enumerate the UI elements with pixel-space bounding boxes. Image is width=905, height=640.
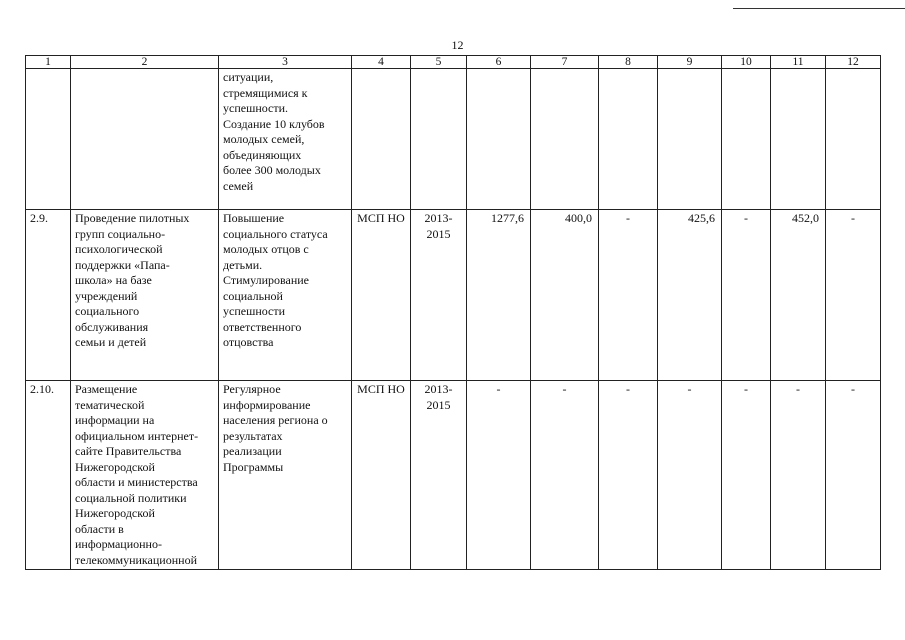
- result-text: [219, 381, 351, 476]
- text-line: области и министерства: [75, 475, 198, 489]
- value-cell: [722, 210, 771, 381]
- value-col-12: -: [851, 211, 855, 225]
- value-col-10: -: [744, 382, 748, 396]
- column-number-3: 3: [219, 56, 352, 69]
- activity-cell: [71, 381, 219, 570]
- value-cell: [467, 69, 531, 210]
- text-line: населения региона о: [223, 413, 328, 427]
- text-line: групп социально-: [75, 226, 166, 241]
- text-line: успешности: [223, 304, 286, 318]
- text-line: информирование: [223, 397, 311, 412]
- value-cell: [658, 381, 722, 570]
- value-col-9: -: [687, 382, 692, 396]
- period: 2013- 2015: [424, 382, 453, 412]
- text-line: тематической: [75, 397, 145, 412]
- text-line: отцовства: [223, 335, 274, 349]
- period: 2013- 2015: [424, 211, 453, 241]
- text-line: социального статуса: [223, 226, 328, 241]
- text-line: официальном интернет-: [75, 428, 199, 443]
- column-number-10: 10: [722, 56, 771, 69]
- column-number-4: 4: [352, 56, 411, 69]
- executor-cell: [352, 69, 411, 210]
- activity-text: [71, 381, 218, 569]
- value-col-8: -: [626, 211, 630, 225]
- value-cell: [826, 210, 881, 381]
- row-number-cell: [26, 69, 71, 210]
- executor: МСП НО: [357, 382, 405, 396]
- value-cell: [599, 69, 658, 210]
- table-row-2-9: [26, 210, 881, 381]
- text-line: ответственного: [223, 319, 302, 334]
- value-cell: [658, 69, 722, 210]
- column-number-12: 12: [826, 56, 881, 69]
- text-line: более 300 молодых: [223, 163, 321, 177]
- column-number-6: 6: [467, 56, 531, 69]
- value-col-10: -: [744, 211, 748, 225]
- value-col-6: 1277,6: [491, 211, 524, 225]
- value-cell: [531, 69, 599, 210]
- text-line: молодых семей,: [223, 132, 305, 146]
- text-line: семей: [223, 178, 254, 193]
- column-number-7: 7: [531, 56, 599, 69]
- text-line: социальной политики: [75, 490, 187, 505]
- value-col-7: 400,0: [565, 211, 592, 225]
- page-number: 12: [451, 38, 464, 52]
- result-text: [219, 69, 351, 195]
- text-line: социального: [75, 304, 140, 318]
- text-line: Проведение пилотных: [75, 211, 190, 225]
- value-cell: [658, 210, 722, 381]
- value-col-9: 425,6: [688, 211, 715, 225]
- text-line: сайте Правительства: [75, 444, 182, 458]
- table-row-continuation: [26, 69, 881, 210]
- value-cell: [722, 381, 771, 570]
- text-line: области в: [75, 521, 124, 536]
- executor: МСП НО: [357, 211, 405, 225]
- text-line: учреждений: [75, 288, 138, 303]
- value-cell: [467, 210, 531, 381]
- column-number-5: 5: [411, 56, 467, 69]
- text-line: ситуации,: [223, 70, 274, 84]
- activity-cell: [71, 69, 219, 210]
- text-line: Повышение: [223, 211, 285, 225]
- row-number-cell: [26, 210, 71, 381]
- period-cell: [411, 69, 467, 210]
- top-rule: [733, 8, 905, 9]
- value-cell: [771, 381, 826, 570]
- value-cell: [771, 69, 826, 210]
- text-line: Нижегородской: [75, 459, 155, 474]
- text-line: школа» на базе: [75, 273, 152, 287]
- column-number-1: 1: [26, 56, 71, 69]
- executor-cell: [352, 210, 411, 381]
- value-cell: [531, 210, 599, 381]
- row-number: 2.9.: [30, 211, 48, 225]
- result-cell: [219, 210, 352, 381]
- column-number-8: 8: [599, 56, 658, 69]
- text-line: объединяющих: [223, 147, 302, 162]
- value-cell: [771, 210, 826, 381]
- text-line: успешности.: [223, 101, 289, 115]
- value-col-7: -: [562, 382, 567, 396]
- text-line: Регулярное: [223, 382, 281, 396]
- value-col-12: -: [851, 382, 855, 396]
- value-col-11: -: [796, 382, 800, 396]
- header-row: [26, 56, 881, 69]
- period-cell: [411, 210, 467, 381]
- value-cell: [531, 381, 599, 570]
- text-line: Нижегородской: [75, 506, 155, 520]
- program-table: [25, 55, 881, 570]
- row-number-cell: [26, 381, 71, 570]
- value-cell: [722, 69, 771, 210]
- text-line: Размещение: [75, 382, 138, 396]
- text-line: поддержки «Папа-: [75, 257, 170, 272]
- activity-text: [71, 210, 218, 352]
- period-cell: [411, 381, 467, 570]
- text-line: информационно-: [75, 537, 162, 551]
- text-line: социальной: [223, 288, 283, 303]
- text-line: Стимулирование: [223, 273, 309, 287]
- column-number-2: 2: [71, 56, 219, 69]
- value-cell: [599, 210, 658, 381]
- text-line: семьи и детей: [75, 335, 147, 349]
- table-row-2-10: [26, 381, 881, 570]
- value-col-6: -: [496, 382, 501, 396]
- result-text: [219, 210, 351, 352]
- column-number-9: 9: [658, 56, 722, 69]
- activity-cell: [71, 210, 219, 381]
- text-line: детьми.: [223, 257, 263, 272]
- value-cell: [467, 381, 531, 570]
- text-line: Программы: [223, 459, 284, 474]
- text-line: обслуживания: [75, 319, 149, 334]
- value-cell: [826, 69, 881, 210]
- value-col-11: 452,0: [792, 211, 819, 225]
- text-line: информации на: [75, 413, 155, 427]
- row-number: 2.10.: [30, 382, 54, 396]
- text-line: стремящимися к: [223, 85, 308, 100]
- value-col-8: -: [626, 382, 630, 396]
- text-line: реализации: [223, 444, 282, 458]
- column-number-11: 11: [771, 56, 826, 69]
- result-cell: [219, 381, 352, 570]
- text-line: Создание 10 клубов: [223, 116, 325, 131]
- value-cell: [599, 381, 658, 570]
- text-line: молодых отцов с: [223, 242, 309, 256]
- value-cell: [826, 381, 881, 570]
- text-line: психологической: [75, 242, 163, 256]
- result-cell: [219, 69, 352, 210]
- text-line: результатах: [223, 428, 283, 443]
- executor-cell: [352, 381, 411, 570]
- text-line: телекоммуникационной: [75, 552, 197, 567]
